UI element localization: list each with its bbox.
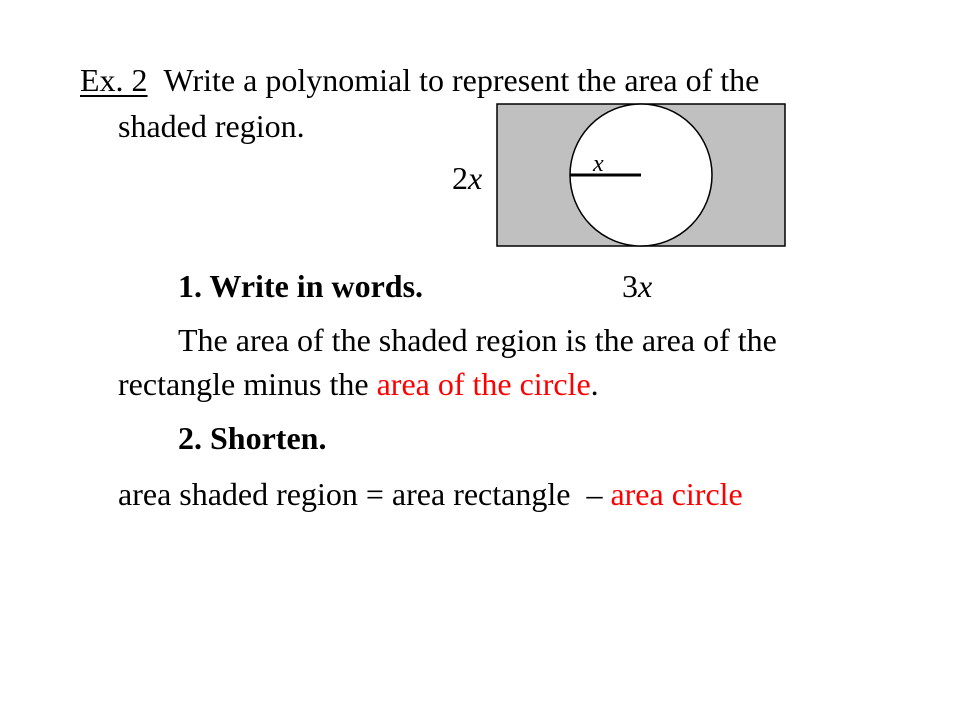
height-variable: x bbox=[468, 160, 483, 196]
radius-label: x bbox=[593, 151, 604, 177]
equation-prefix: area shaded region = area rectangle – bbox=[118, 476, 611, 512]
prompt-text: Write a polynomial to represent the area of the bbox=[163, 62, 760, 98]
prompt-line-2: shaded region. bbox=[118, 108, 305, 144]
step2-equation bbox=[118, 474, 743, 514]
width-variable: x bbox=[638, 268, 653, 304]
width-coefficient: 3 bbox=[622, 268, 638, 304]
width-label bbox=[622, 266, 652, 306]
step1-line-2 bbox=[118, 364, 599, 404]
equation-highlight: area circle bbox=[610, 476, 743, 512]
height-label bbox=[452, 158, 482, 198]
step1-line-2-suffix: . bbox=[590, 366, 599, 402]
step2-heading: 2. Shorten. bbox=[178, 420, 327, 456]
step1-line-1: The area of the shaded region is the area of the bbox=[178, 322, 777, 358]
example-label: Ex. 2 bbox=[80, 62, 148, 98]
step1-highlight: area of the circle bbox=[376, 366, 591, 402]
step1-heading: 1. Write in words. bbox=[178, 268, 424, 304]
height-coefficient: 2 bbox=[452, 160, 468, 196]
step1-line-2-prefix: rectangle minus the bbox=[118, 366, 377, 402]
